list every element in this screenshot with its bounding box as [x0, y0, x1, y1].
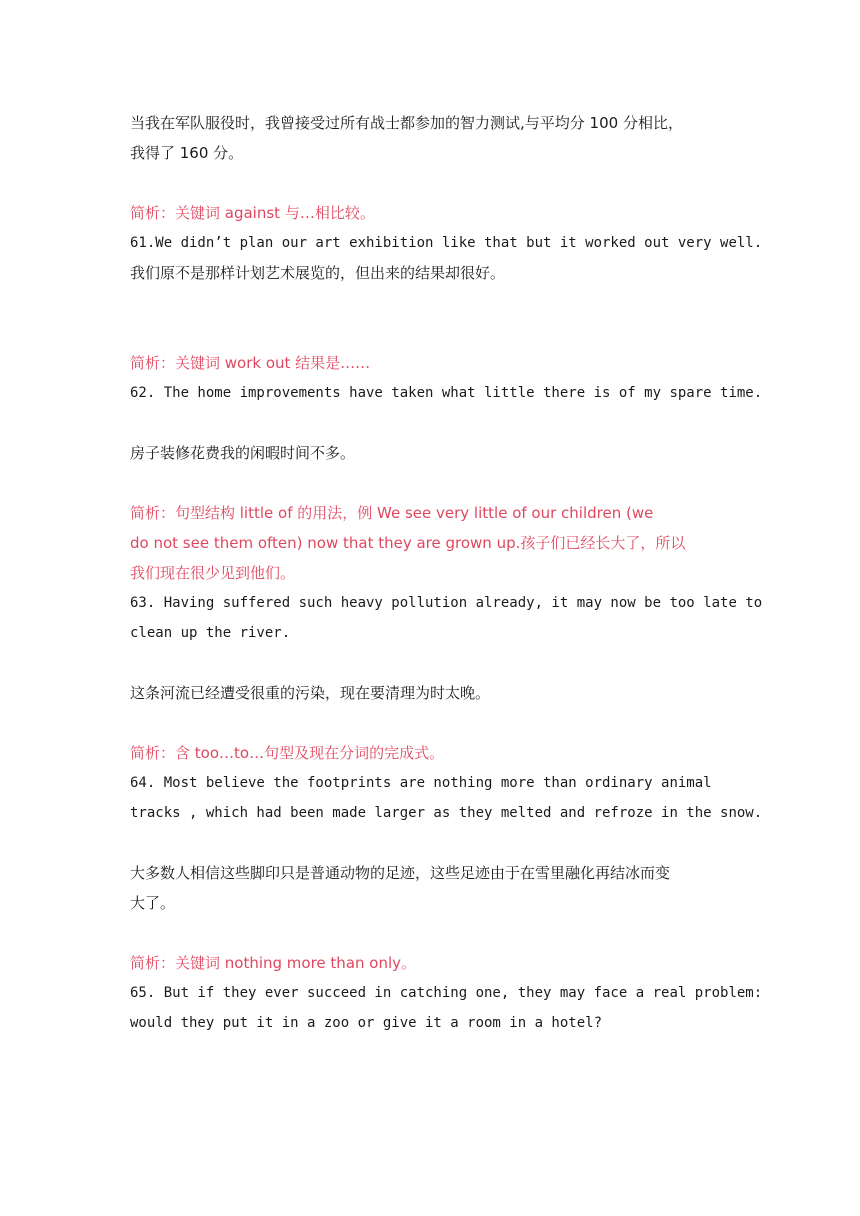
- document-body: [130, 108, 763, 1038]
- translation-line: 我们原不是那样计划艺术展览的，但出来的结果却很好。: [130, 264, 506, 282]
- translation-line: 大多数人相信这些脚印只是普通动物的足迹，这些足迹由于在雪里融化再结冰而变: [130, 864, 671, 882]
- sentence-65: 65. But if they ever succeed in catching one, they may face a real problem:: [130, 985, 763, 1001]
- analysis-line: 简析：关键词 work out 结果是……: [130, 354, 371, 372]
- sentence-61: 61.We didn’t plan our art exhibition like that but it worked out very well.: [130, 235, 763, 251]
- sentence-64: 64. Most believe the footprints are nothing more than ordinary animal: [130, 775, 712, 791]
- sentence-63-cont: clean up the river.: [130, 625, 291, 641]
- sentence-63: 63. Having suffered such heavy pollution already, it may now be too late to: [130, 595, 763, 611]
- translation-line: 房子装修花费我的闲暇时间不多。: [130, 444, 356, 462]
- sentence-65-cont: would they put it in a zoo or give it a room in a hotel?: [130, 1015, 603, 1031]
- translation-line: 这条河流已经遭受很重的污染，现在要清理为时太晚。: [130, 684, 491, 702]
- translation-line: 我得了 160 分。: [130, 144, 244, 162]
- analysis-line: 简析：含 too…to…句型及现在分词的完成式。: [130, 744, 445, 762]
- analysis-line: 简析：关键词 against 与…相比较。: [130, 204, 375, 222]
- sentence-62: 62. The home improvements have taken what little there is of my spare time.: [130, 385, 763, 401]
- translation-line: 当我在军队服役时，我曾接受过所有战士都参加的智力测试,与平均分 100 分相比，: [130, 114, 683, 132]
- analysis-line: 简析：句型结构 little of 的用法，例 We see very little of our children (we: [130, 504, 654, 522]
- sentence-64-cont: tracks , which had been made larger as they melted and refroze in the snow.: [130, 805, 763, 821]
- analysis-line: 我们现在很少见到他们。: [130, 564, 296, 582]
- analysis-line: do not see them often) now that they are grown up.孩子们已经长大了，所以: [130, 534, 686, 552]
- analysis-line: 简析：关键词 nothing more than only。: [130, 954, 417, 972]
- translation-line: 大了。: [130, 894, 176, 912]
